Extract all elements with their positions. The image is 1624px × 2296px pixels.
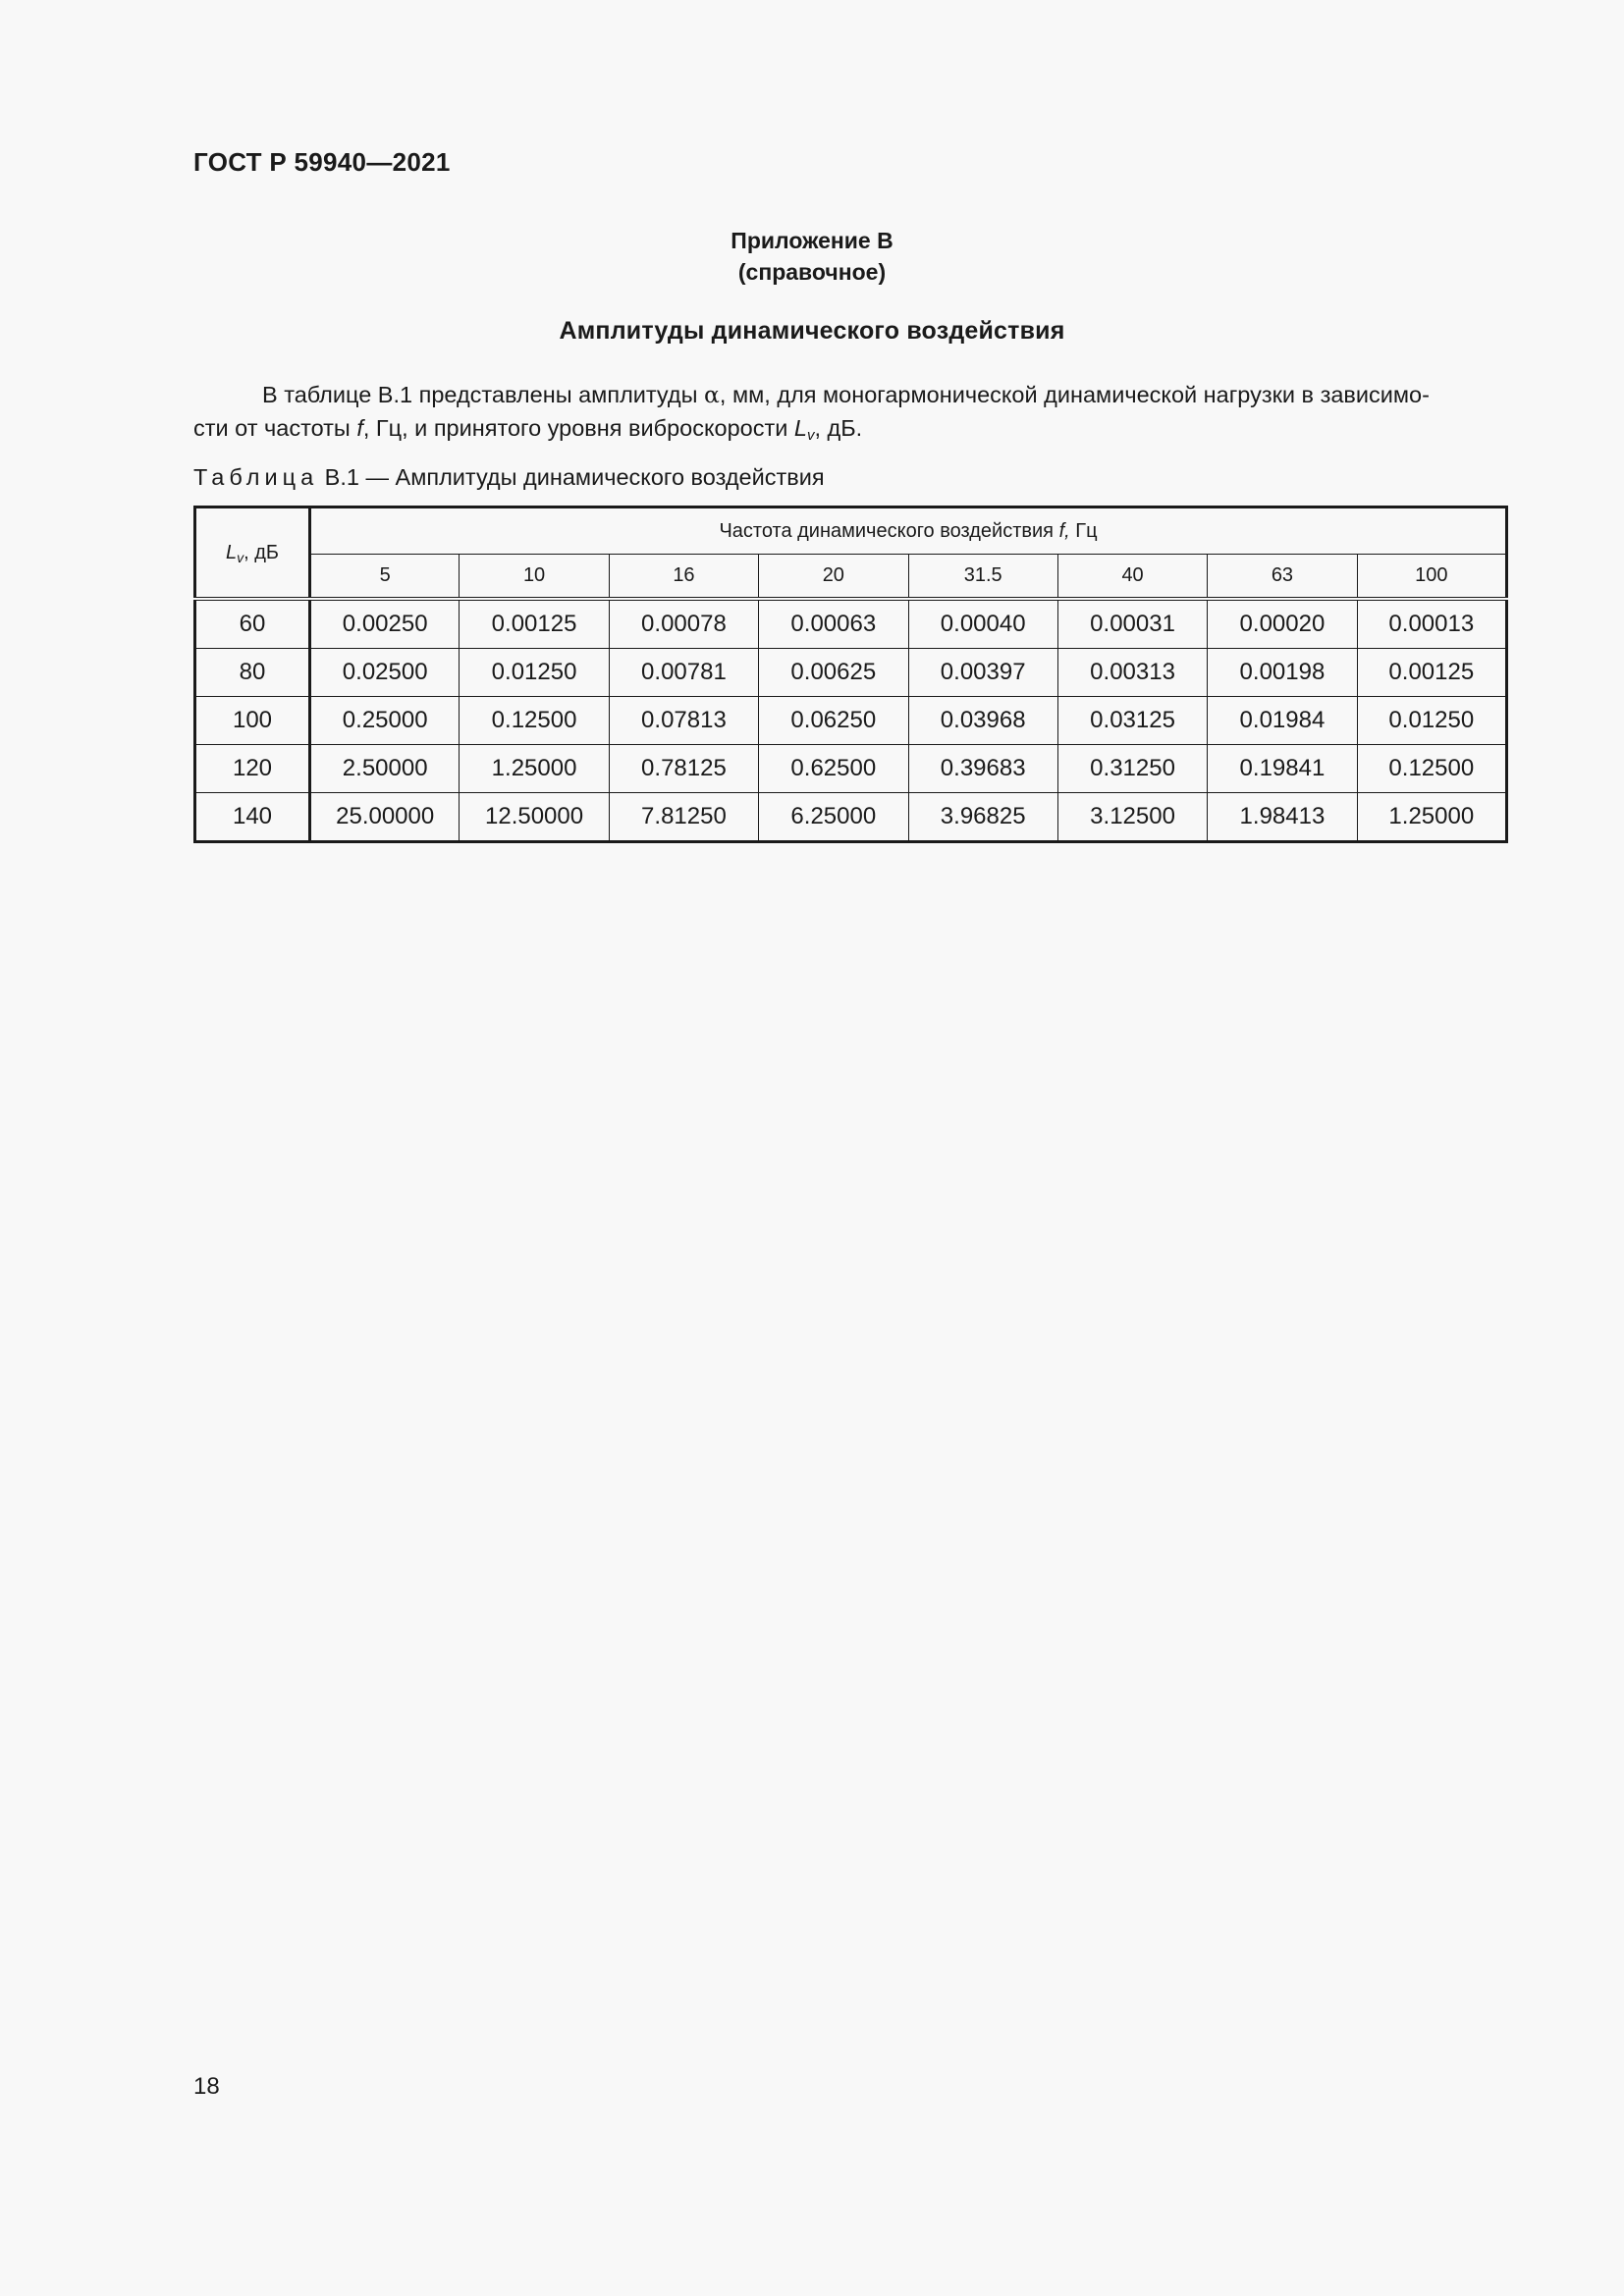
amplitude-cell: 0.12500	[460, 697, 609, 745]
frequency-header-cell: 100	[1357, 555, 1506, 600]
frequency-header-cell: 31.5	[908, 555, 1057, 600]
lv-cell: 140	[195, 793, 310, 842]
frequency-header-cell: 63	[1208, 555, 1357, 600]
intro-text-5: , дБ.	[814, 415, 863, 441]
frequency-header-cell: 40	[1057, 555, 1207, 600]
amplitude-cell: 0.00397	[908, 649, 1057, 697]
table-caption	[193, 464, 825, 491]
amplitude-cell: 6.25000	[759, 793, 908, 842]
frequency-header-f: f,	[1058, 519, 1070, 542]
intro-text-4: , Гц, и принятого уровня виброскорости	[362, 415, 794, 441]
table-row	[195, 793, 1507, 842]
amplitude-cell: 0.01250	[460, 649, 609, 697]
amplitude-cell: 0.07813	[609, 697, 758, 745]
amplitude-cell: 0.00125	[460, 599, 609, 649]
amplitude-cell: 12.50000	[460, 793, 609, 842]
amplitude-table	[193, 506, 1508, 843]
intro-f-symbol: f	[356, 415, 363, 441]
lv-column-header	[195, 507, 310, 600]
amplitude-cell: 0.00063	[759, 599, 908, 649]
amplitude-cell: 0.00040	[908, 599, 1057, 649]
lv-header-unit: , дБ	[244, 541, 280, 563]
table-row	[195, 697, 1507, 745]
lv-header-v: v	[237, 549, 244, 565]
amplitude-cell: 1.98413	[1208, 793, 1357, 842]
amplitude-cell: 0.01250	[1357, 697, 1506, 745]
frequency-header-label: Частота динамического воздействия	[719, 519, 1059, 542]
amplitude-cell: 0.00198	[1208, 649, 1357, 697]
intro-text-2: , мм, для моногармонической динамической нагрузки в зависимо-	[719, 382, 1430, 407]
annex-title: Амплитуды динамического воздействия	[559, 317, 1065, 345]
frequency-header-unit: Гц	[1069, 519, 1098, 542]
frequency-header-cell: 20	[759, 555, 908, 600]
amplitude-cell: 0.03125	[1057, 697, 1207, 745]
amplitude-cell: 1.25000	[460, 745, 609, 793]
page-number: 18	[193, 2073, 220, 2100]
lv-cell: 100	[195, 697, 310, 745]
amplitude-cell: 25.00000	[310, 793, 460, 842]
table-row	[195, 599, 1507, 649]
amplitude-cell: 0.00013	[1357, 599, 1506, 649]
lv-cell: 120	[195, 745, 310, 793]
amplitude-cell: 0.00020	[1208, 599, 1357, 649]
amplitude-cell: 7.81250	[609, 793, 758, 842]
amplitude-cell: 0.01984	[1208, 697, 1357, 745]
amplitude-cell: 0.00781	[609, 649, 758, 697]
table-row	[195, 745, 1507, 793]
amplitude-cell: 1.25000	[1357, 793, 1506, 842]
intro-text-3: сти от частоты	[193, 415, 357, 441]
lv-cell: 80	[195, 649, 310, 697]
amplitude-cell: 0.00031	[1057, 599, 1207, 649]
amplitude-cell: 0.06250	[759, 697, 908, 745]
frequency-header-row	[195, 555, 1507, 600]
intro-paragraph	[193, 378, 1509, 445]
frequency-header-cell: 16	[609, 555, 758, 600]
intro-alpha-symbol: α	[704, 381, 720, 408]
amplitude-cell: 0.39683	[908, 745, 1057, 793]
amplitude-cell: 0.25000	[310, 697, 460, 745]
amplitude-cell: 0.00625	[759, 649, 908, 697]
annex-status: (справочное)	[737, 259, 887, 285]
intro-v-subscript: v	[806, 427, 815, 444]
frequency-header-cell: 5	[310, 555, 460, 600]
amplitude-cell: 0.00250	[310, 599, 460, 649]
table-row	[195, 649, 1507, 697]
amplitude-cell: 2.50000	[310, 745, 460, 793]
amplitude-cell: 0.00078	[609, 599, 758, 649]
amplitude-cell: 0.62500	[759, 745, 908, 793]
intro-L-symbol: L	[793, 415, 807, 441]
lv-cell: 60	[195, 599, 310, 649]
amplitude-cell: 0.12500	[1357, 745, 1506, 793]
amplitude-cell: 0.78125	[609, 745, 758, 793]
annex-heading	[0, 225, 1624, 288]
amplitude-cell: 3.96825	[908, 793, 1057, 842]
amplitude-cell: 0.19841	[1208, 745, 1357, 793]
annex-label: Приложение В	[731, 228, 893, 253]
frequency-header-cell: 10	[460, 555, 609, 600]
lv-header-L: L	[225, 541, 238, 563]
amplitude-cell: 0.31250	[1057, 745, 1207, 793]
amplitude-cell: 0.03968	[908, 697, 1057, 745]
document-number: ГОСТ Р 59940—2021	[193, 147, 451, 177]
amplitude-cell: 3.12500	[1057, 793, 1207, 842]
intro-text-1: В таблице В.1 представлены амплитуды	[262, 382, 705, 407]
frequency-group-header	[310, 507, 1507, 555]
table-caption-prefix: Таблица	[193, 464, 319, 490]
amplitude-cell: 0.00313	[1057, 649, 1207, 697]
amplitude-cell: 0.00125	[1357, 649, 1506, 697]
table-caption-text: В.1 — Амплитуды динамического воздействия	[318, 464, 825, 490]
amplitude-cell: 0.02500	[310, 649, 460, 697]
